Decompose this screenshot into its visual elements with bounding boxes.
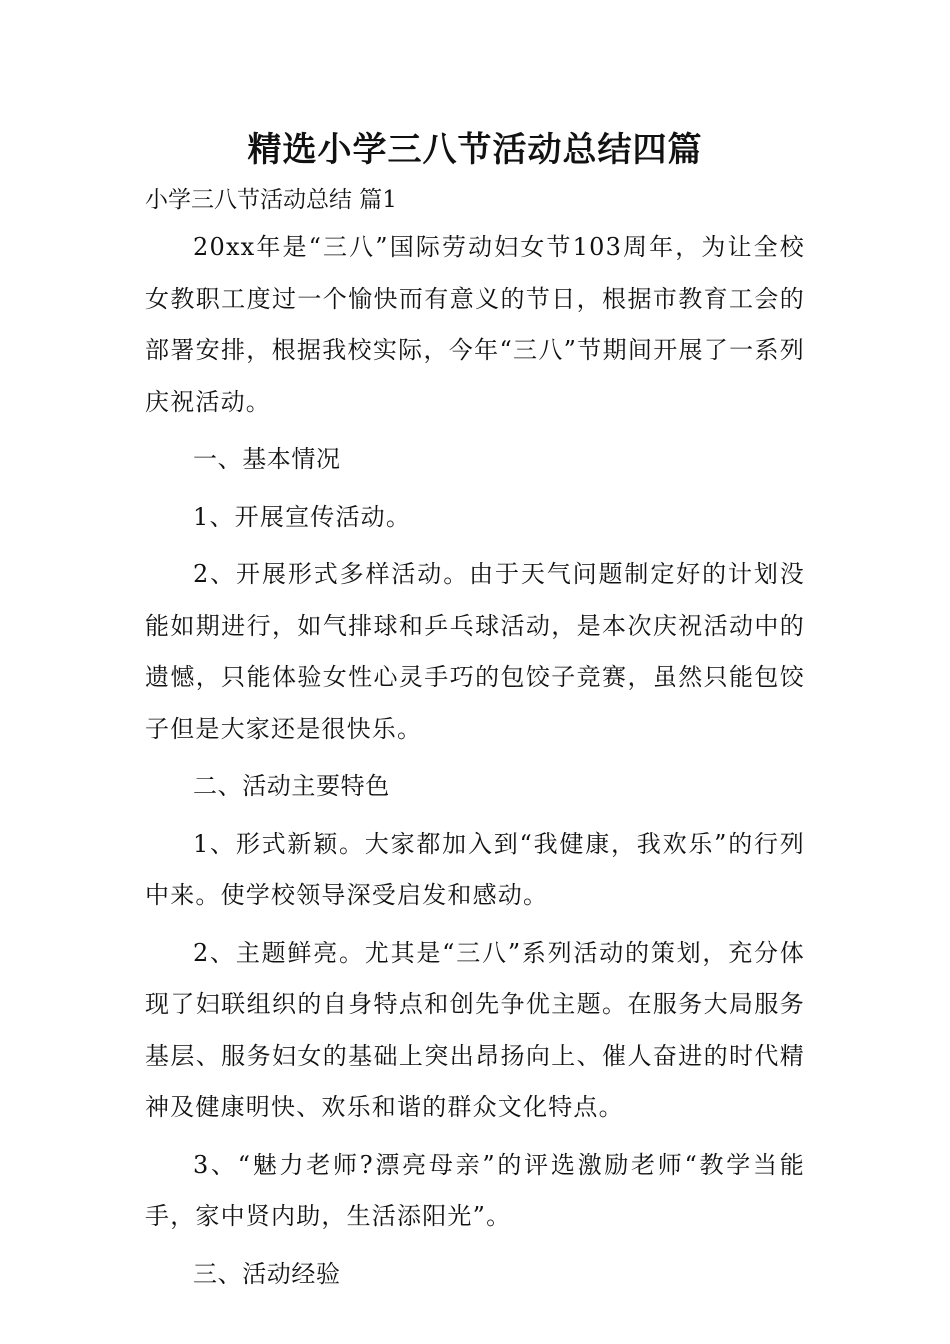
- document-title: 精选小学三八节活动总结四篇: [247, 130, 703, 170]
- paragraph-feature-2: 2、主题鲜亮。尤其是“三八”系列活动的策划，充分体现了妇联组织的自身特点和创先争优主题。在服务大局服务基层、服务妇女的基础上突出昂扬向上、催人奋进的时代精神及健康明快、欢乐和谐的群众文化特点。: [145, 938, 805, 1121]
- heading-basic-situation: 一、基本情况: [193, 445, 341, 473]
- heading-experience: 三、活动经验: [193, 1259, 341, 1288]
- document-body: [145, 222, 805, 1306]
- paragraph-item-2: 2、开展形式多样活动。由于天气问题制定好的计划没能如期进行，如气排球和乒乓球活动，是本次庆祝活动中的遗憾，只能体验女性心灵手巧的包饺子竞赛，虽然只能包饺子但是大家还是很快乐。: [145, 560, 805, 743]
- paragraph-intro: 20xx年是“三八”国际劳动妇女节103周年，为让全校女教职工度过一个愉快而有意义的节日，根据市教育工会的部署安排，根据我校实际，今年“三八”节期间开展了一系列庆祝活动。: [145, 233, 805, 416]
- paragraph-item-1: 1、开展宣传活动。: [193, 502, 412, 531]
- paragraph-feature-1: 1、形式新颖。大家都加入到“我健康，我欢乐”的行列中来。使学校领导深受启发和感动。: [145, 829, 805, 909]
- section-subtitle: 小学三八节活动总结 篇1: [145, 187, 397, 213]
- paragraph-feature-3: 3、“魅力老师?漂亮母亲”的评选激励老师“教学当能手，家中贤内助，生活添阳光”。: [145, 1150, 805, 1230]
- heading-main-features: 二、活动主要特色: [193, 772, 390, 800]
